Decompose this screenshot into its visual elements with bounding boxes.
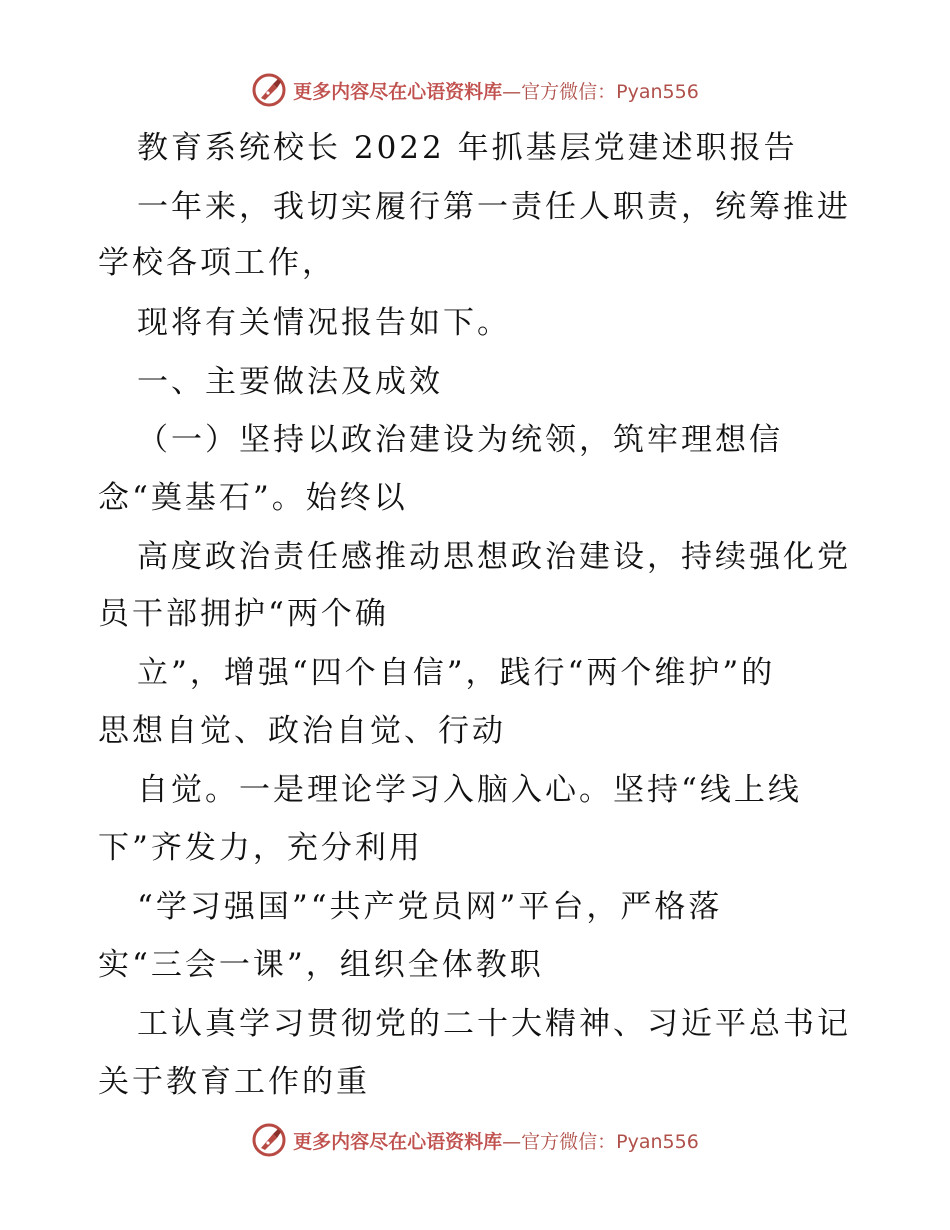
paragraph-line: 立”，增强“四个自信”，践行“两个维护”的 [137,655,776,691]
paragraph-line: 现将有关情况报告如下。 [137,305,511,341]
pen-nib-logo-icon [251,1122,287,1158]
paragraph-line: 下”齐发力，充分利用 [98,830,423,866]
paragraph-line: 学校各项工作， [98,245,336,281]
paragraph-line: “学习强国”“共产党员网”平台，严格落 [137,889,723,925]
paragraph-line: 思想自觉、政治自觉、行动 [98,713,506,749]
paragraph-line: 实“三会一课”，组织全体教职 [98,947,544,983]
document-title: 教育系统校长 2022 年抓基层党建述职报告 [137,130,798,166]
paragraph-line: 关于教育工作的重 [98,1064,370,1100]
paragraph-line: 高度政治责任感推动思想政治建设，持续强化党 [137,539,851,575]
section-heading: 一、主要做法及成效 [137,364,443,400]
footer-banner [0,1120,950,1160]
paragraph-line: 员干部拥护“两个确 [98,596,389,632]
footer-banner-text: 更多内容尽在心语资料库—官方微信：Pyan556 [293,1130,699,1153]
paragraph-line: 工认真学习贯彻党的二十大精神、习近平总书记 [137,1006,851,1042]
header-banner-text: 更多内容尽在心语资料库—官方微信：Pyan556 [293,80,699,103]
paragraph-line: 念“奠基石”。始终以 [98,480,408,516]
paragraph-line: 自觉。一是理论学习入脑入心。坚持“线上线 [137,772,802,808]
paragraph-line: 一年来，我切实履行第一责任人职责，统筹推进 [137,189,851,225]
subsection-heading: （一）坚持以政治建设为统领，筑牢理想信 [137,422,783,458]
